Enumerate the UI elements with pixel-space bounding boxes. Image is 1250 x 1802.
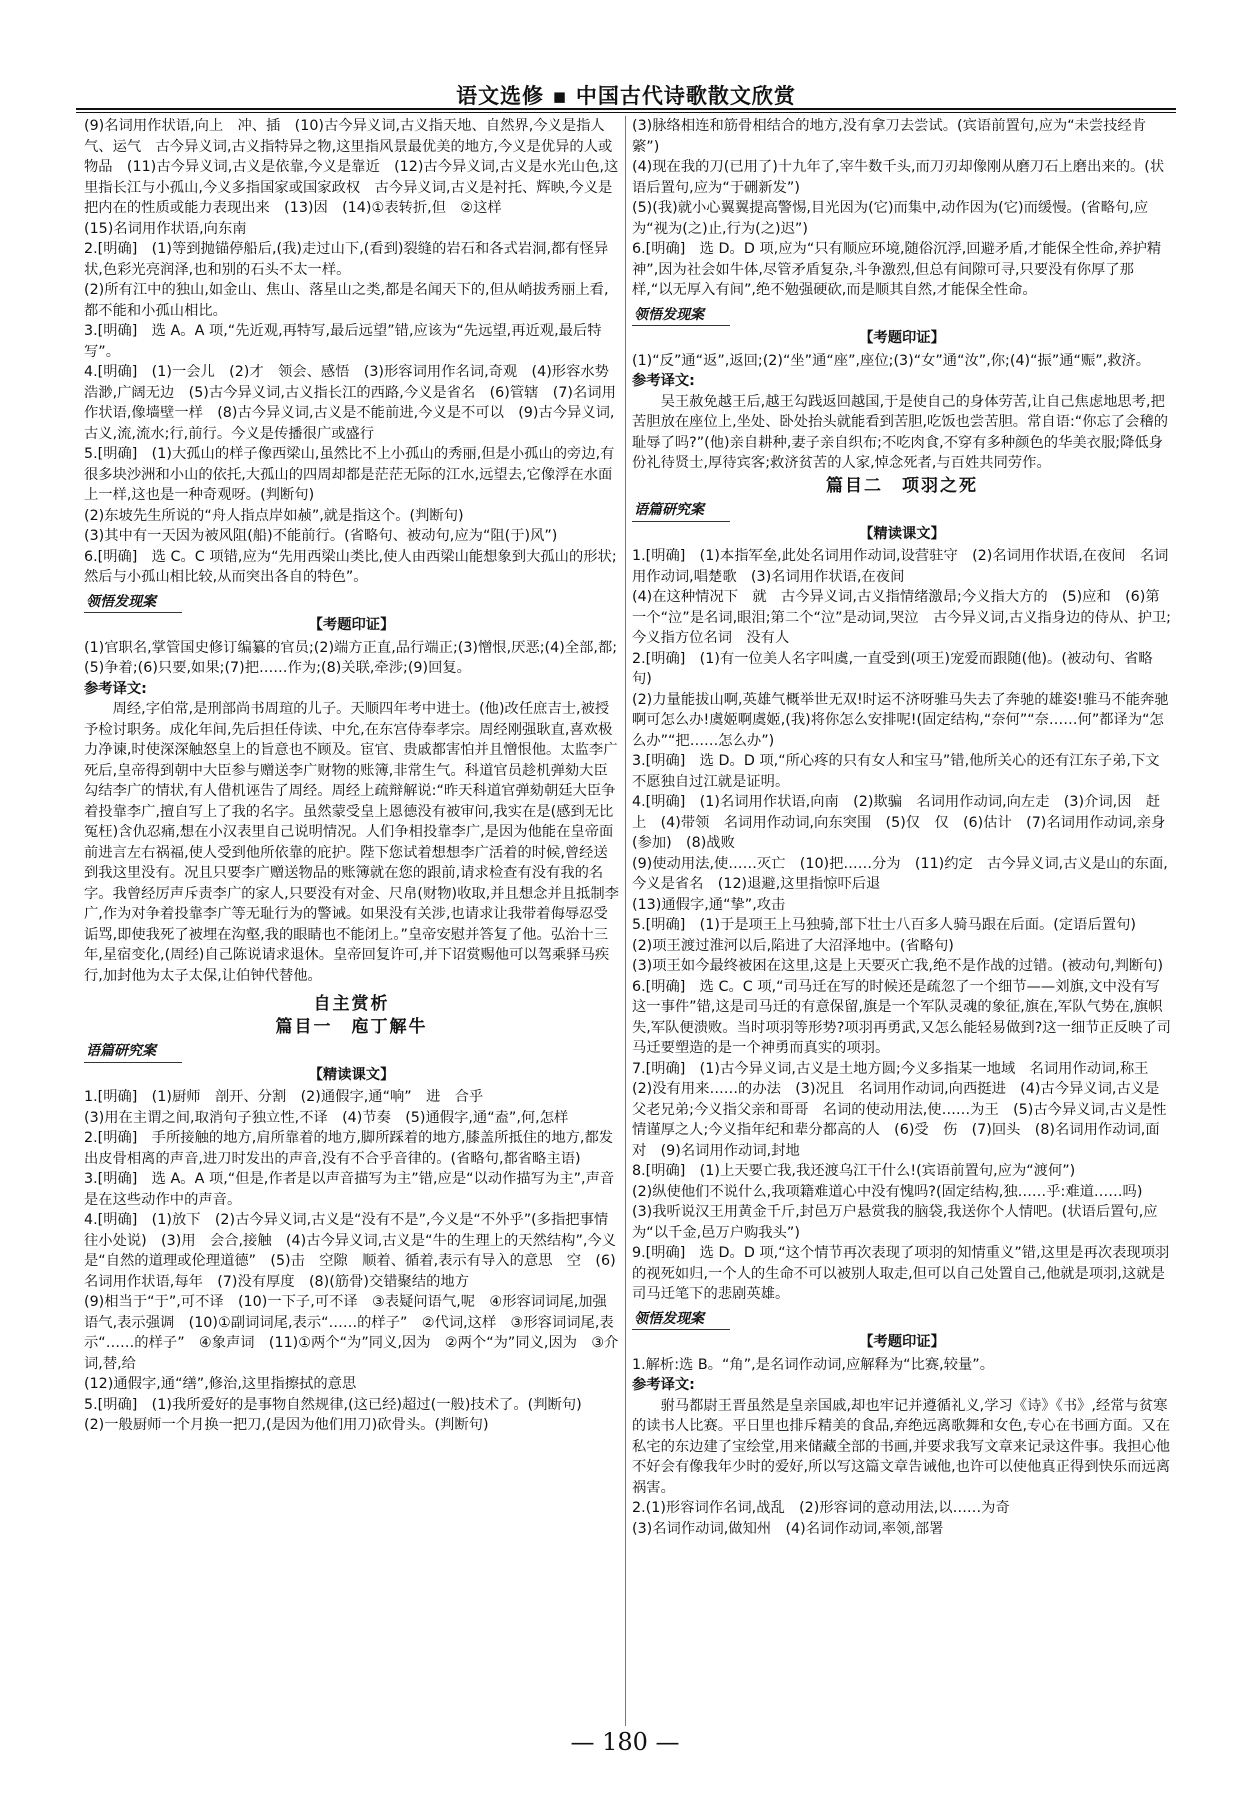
page-number-value: 180 [602,1728,648,1756]
answer-item: 4.[明确] (1)名词用作状语,向南 (2)欺骗 名词用作动词,向左走 (3)介词,因 赶上 (4)带领 名词用作动词,向东突围 (5)仅 仅 (6)估计 (7)名词用作动词,亲身(参加) (8)战败 [632,794,1166,851]
answer-item: 6.[明确] 选 C。C 项错,应为“先用西梁山类比,使人由西梁山能想象到大孤山的形状;然后与小孤山相比较,从而突出各自的特色”。 [84,548,617,585]
reference-label: 参考译文: [632,1377,695,1393]
paragraph: (3)脉络相连和筋骨相结合的地方,没有拿刀去尝试。(宾语前置句,应为“未尝技经肯綮”) [632,118,1147,155]
paragraph: (12)通假字,通“缮”,修治,这里指擦拭的意思 [84,1376,357,1392]
translation-paragraph: 周经,字伯常,是刑部尚书周瑄的儿子。天顺四年考中进士。(他)改任庶吉士,被授予检讨职务。成化年间,先后担任侍读、中允,在东宫侍奉孝宗。周经刚强耿直,喜欢极力净谏,时使深深触怒皇上的旨意也不顾及。宦官、贵戚都害怕并且憎恨他。太监李广死后,皇帝得到朝中大臣参与赠送李广财物的账簿,非常生气。科道官员趁机弹劾大臣勾结李广的情状,有人借机诬告了周经。周经上疏辩解说:“昨天科道官弹劾朝廷大臣争着投靠李广,擅自写上了我的名字。虽然蒙受皇上恩德没有被审问,我实在是(感到无比冤枉)含仇忍痛,想在小汉表里自己说明情况。人们争相投靠李广,是因为他能在皇帝面前进言左右祸福,使人受到他所依靠的庇护。陛下您试着想想李广活着的时候,曾经送到我这里没有。况且只要李广赠送物品的账簿就在您的跟前,请求检查有没有我的名字。我曾经厉声斥责李广的家人,只要没有对金、尺帛(财物)收取,并且想念并且抵制李广,作为对争着投靠李广等无耻行为的警诫。如果没有关涉,也请求让我带着侮辱忍受诟骂,即使我死了被埋在沟壑,我的眼睛也不能闭上。”皇帝安慰并答复了他。弘治十三年,星宿变化,(周经)自己陈说请求退休。皇帝回复许可,并下诏赏赐他可以驾乘驿马疾行,加封他为太子太保,让伯钟代替他。 [84,701,619,984]
header-rule [76,108,1176,110]
article-title: 篇目一 庖丁解牛 [275,1016,428,1037]
paragraph: (1)“反”通“返”,返回;(2)“坐”通“座”,座位;(3)“女”通“汝”,你;(4)“振”通“赈”,救济。 [632,352,1151,369]
paragraph: (2)力量能拔山啊,英雄气概举世无双!时运不济呀骓马失去了奔驰的雄姿!骓马不能奔驰啊可怎么办!虞姬啊虞姬,(我)将你怎么安排呢!(固定结构,“奈何”“奈……何”都译为“怎么办”“把……怎么办”) [632,691,1169,749]
box-title: 【精读课文】 [859,525,945,542]
answer-item: 9.[明确] 选 D。D 项,“这个情节再次表现了项羽的知情重义”错,这里是再次表现项羽的视死如归,一个人的生命不可以被别人取走,但可以自己处置自己,他就是项羽,这就是司马迁笔下的悲剧英雄。 [632,1245,1170,1302]
left-column [84,116,619,1731]
paragraph: (13)通假字,通“挚”,攻击 [632,896,786,913]
paragraph: (9)名词用作状语,向上 冲、插 (10)古今异义词,古义指天地、自然界,今义是指人气、运气 古今异义词,古义指特异之物,这里指风景最优美的地方,今义是优异的人或物品 (11)古今异义词,古义是依靠,今义是靠近 (12)古今异义词,古义是水光山色,这里指长江与小孤山,今义多指国家或国家政权 古今异义词,古义是衬托、辉映,今义是把内在的性质或能力表现出来 (13)因 (14)①表转折,但 ②这样 [84,118,619,216]
header-rule-thin [76,112,1176,113]
paragraph: (3)我听说汉王用黄金千斤,封邑万户悬赏我的脑袋,我送你个人情吧。(状语后置句,应为“以千金,邑万户购我头”) [632,1204,1158,1241]
paragraph: (5)(我)就小心翼翼提高警惕,目光因为(它)而集中,动作因为(它)而缓慢。(省略句,应为“视为(之)止,行为(之)迟”) [632,200,1149,237]
paragraph: (1)官职名,掌管国史修订编纂的官员;(2)端方正直,品行端正;(3)憎恨,厌恶;(4)全部,都;(5)争着;(6)只要,如果;(7)把……作为;(8)关联,牵涉;(9)回复。 [84,639,618,676]
reference-label: 参考译文: [632,373,695,389]
answer-item: 4.[明确] (1)放下 (2)古今异义词,古义是“没有不是”,今义是“不外乎”(多指把事情往小处说) (3)用 会合,接触 (4)古今异义词,古义是“牛的生理上的天然结构”,今义是“自然的道理或伦理道德” (5)击 空隙 顺着、循着,表示有导入的意思 空 (6)名词用作状语,每年 (7)没有厚度 (8)(筋骨)交错聚结的地方 [84,1212,617,1290]
answer-item: 5.[明确] (1)我所爱好的是事物自然规律,(这已经)超过(一般)技术了。(判断句) [84,1396,582,1413]
section-title: 自主赏析 [313,994,390,1014]
paragraph: (3)名词作动词,做知州 (4)名词作动词,率领,部署 [632,1520,944,1537]
section-banner: 语篇研究案 [84,1041,182,1063]
box-title: 【考题印证】 [859,1334,945,1350]
answer-item: 2.(1)形容词作名词,战乱 (2)形容词的意动用法,以……为奇 [632,1500,1010,1516]
running-header: 语文选修 ▪ 中国古代诗歌散文欣赏 [456,84,796,108]
answer-item: 1.解析:选 B。“角”,是名词作动词,应解释为“比赛,较量”。 [632,1356,995,1373]
paragraph: (4)现在我的刀(已用了)十九年了,宰牛数千头,而刀刃却像刚从磨刀石上磨出来的。(状语后置句,应为“于硎新发”) [632,159,1165,196]
paragraph: (3)其中有一天因为被风阻(船)不能前行。(省略句、被动句,应为“阻(于)风”) [84,528,558,544]
box-title: 【考题印证】 [308,617,395,633]
box-title: 【精读课文】 [308,1066,395,1083]
section-banner: 领悟发现案 [84,592,182,614]
answer-item: 1.[明确] (1)本指军垒,此处名词用作动词,设营驻守 (2)名词用作状语,在夜间 名词用作动词,唱楚歌 (3)名词用作状语,在夜间 [632,548,1169,585]
paragraph: (4)在这种情况下 就 古今异义词,古义指情绪激昂;今义指大方的 (5)应和 (6)第一个“泣”是名词,眼泪;第二个“泣”是动词,哭泣 古今异义词,古义指身边的侍从、护卫;今义指方位名词 没有人 [632,589,1171,646]
answer-item: 6.[明确] 选 C。C 项,“司马迁在写的时候还是疏忽了一个细节——刘旗,文中没有写这一事件”错,这是司马迁的有意保留,旗是一个军队灵魂的象征,旗在,军队气势在,旗帜失,军队便溃败。当时项羽等形势?项羽再勇武,又怎么能轻易做到?这一细节正反映了司马迁要塑造的是一个神勇而真实的项羽。 [632,978,1171,1056]
answer-item: 4.[明确] (1)一会儿 (2)才 领会、感悟 (3)形容词用作名词,奇观 (4)形容水势浩渺,广阔无边 (5)古今异义词,古义指长江的西路,今义是省名 (6)管辖 (7)名词用作状语,像墙壁一样 (8)古今异义词,古义是不能前进,今义是不可以 (9)古今异义词,古义,流,流水;行,前行。今义是传播很广或盛行 [84,364,616,442]
translation-paragraph: 驸马都尉王晋虽然是皇亲国戚,却也牢记并遵循礼义,学习《诗》《书》,经常与贫寒的读书人比赛。平日里也排斥精美的食品,弃绝远离歌舞和女色,专心在书画方面。又在私宅的东边建了宝绘堂,用来储藏全部的书画,并要求我写文章来记录这件事。我担心他不好会有像我年少时的爱好,所以写这篇文章告诫他,也许可以使他真正得到快乐而远离祸害。 [632,1397,1171,1496]
answer-item: 1.[明确] (1)厨师 剖开、分割 (2)通假字,通“响” 进 合乎 [84,1089,484,1105]
article-title: 篇目二 项羽之死 [826,475,978,496]
paragraph: (2)一般厨师一个月换一把刀,(是因为他们用刀)砍骨头。(判断句) [84,1417,489,1433]
column-divider [625,116,626,1726]
paragraph: (15)名词用作状语,向东南 [84,220,247,237]
answer-item: 3.[明确] 选 D。D 项,“所心疼的只有女人和宝马”错,他所关心的还有江东子弟,下文不愿独自过江就是证明。 [632,753,1160,790]
answer-item: 3.[明确] 选 A。A 项,“先近观,再特写,最后远望”错,应该为“先远望,再近观,最后特写”。 [84,323,602,360]
paragraph: (9)使动用法,使……灭亡 (10)把……分为 (11)约定 古今异义词,古义是山的东面,今义是省名 (12)退避,这里指惊吓后退 [632,855,1168,892]
answer-item: 5.[明确] (1)于是项王上马独骑,部下壮士八百多人骑马跟在后面。(定语后置句) [632,917,1136,933]
answer-item: 2.[明确] 手所接触的地方,肩所靠着的地方,脚所踩着的地方,膝盖所抵住的地方,都发出皮骨相离的声音,进刀时发出的声音,没有不合乎音律的。(省略句,都省略主语) [84,1130,614,1167]
paragraph: (2)项王渡过淮河以后,陷进了大沼泽地中。(省略句) [632,937,954,954]
section-banner: 语篇研究案 [632,500,730,522]
answer-item: 6.[明确] 选 D。D 项,应为“只有顺应环境,随俗沉浮,回避矛盾,才能保全性命,养护精神”,因为社会如牛体,尽管矛盾复杂,斗争激烈,但总有间隙可寻,只要没有你厚了那样,“以无厚入有间”,绝不勉强硬砍,而是顺其自然,才能保全性命。 [632,241,1162,298]
translation-paragraph: 吴王赦免越王后,越王勾践返回越国,于是使自己的身体劳苦,让自己焦虑地思考,把苦胆放在座位上,坐处、卧处抬头就能看到苦胆,吃饭也尝苦胆。常自语:“你忘了会稽的耻辱了吗?”(他)亲自耕种,妻子亲自织布;不吃肉食,不穿有多种颜色的华美衣服;降低身份礼待贤士,厚待宾客;救济贫苦的人家,悼念死者,与百姓共同劳作。 [632,393,1168,471]
paragraph: (2)纵使他们不说什么,我项籍难道心中没有愧吗?(固定结构,独……乎:难道……吗) [632,1183,1143,1200]
answer-item: 3.[明确] 选 A。A 项,“但是,作者是以声音描写为主”错,应是“以动作描写为主”,声音是在这些动作中的声音。 [84,1171,615,1208]
page-number: — 180 — [570,1728,680,1756]
answer-item: 8.[明确] (1)上天要亡我,我还渡乌江干什么!(宾语前置句,应为“渡何”) [632,1163,1076,1179]
paragraph: (9)相当于“于”,可不译 (10)一下子,可不译 ③表疑问语气,呢 ④形容词词尾,加强语气,表示强调 (10)①副词词尾,表示“……的样子” ②代词,这样 ③形容词词尾,表示“……的样子” ④象声词 (11)①两个“为”同义,因为 ②两个“为”同义,因为 ③介词,替,给 [84,1294,619,1372]
reference-label: 参考译文: [84,680,147,697]
section-banner: 领悟发现案 [632,305,730,327]
paragraph: (2)东坡先生所说的“舟人指点岸如赪”,就是指这个。(判断句) [84,507,464,524]
right-column [632,116,1172,1731]
answer-item: 2.[明确] (1)有一位美人名字叫虞,一直受到(项王)宠爱而跟随(他)。(被动句、省略句) [632,650,1153,687]
section-banner: 领悟发现案 [632,1309,730,1331]
box-title: 【考题印证】 [859,330,945,346]
paragraph: (3)用在主谓之间,取消句子独立性,不译 (4)节奏 (5)通假字,通“盍”,何,怎样 [84,1109,569,1126]
paragraph: (3)项王如今最终被困在这里,这是上天要灭亡我,绝不是作战的过错。(被动句,判断句) [632,958,1164,974]
answer-item: 5.[明确] (1)大孤山的样子像西梁山,虽然比不上小孤山的秀丽,但是小孤山的旁边,有很多块沙洲和小山的依托,大孤山的四周却都是茫茫无际的江水,远望去,它像浮在水面上一样,这也是一种奇观呀。(判断句) [84,446,615,503]
answer-item: 2.[明确] (1)等到抛锚停船后,(我)走过山下,(看到)裂缝的岩石和各式岩洞,都有怪异状,色彩光亮润泽,也和别的石头不太一样。 [84,241,609,278]
paragraph: (2)所有江中的独山,如金山、焦山、落星山之类,都是名闻天下的,但从峭拔秀丽上看,都不能和小孤山相比。 [84,282,609,319]
answer-item: 7.[明确] (1)古今异义词,古义是土地方圆;今义多指某一地域 名词用作动词,称王 (2)没有用来……的办法 (3)况且 名词用作动词,向西挺进 (4)古今异义词,古义是父老兄弟;今义指父亲和哥哥 名词的使动用法,使……为王 (5)古今异义词,古义是性情谨厚之人;今义指年纪和辈分都高的人 (6)受 伤 (7)回头 (8)名词用作动词,面对 (9)名词用作动词,封地 [632,1060,1167,1159]
